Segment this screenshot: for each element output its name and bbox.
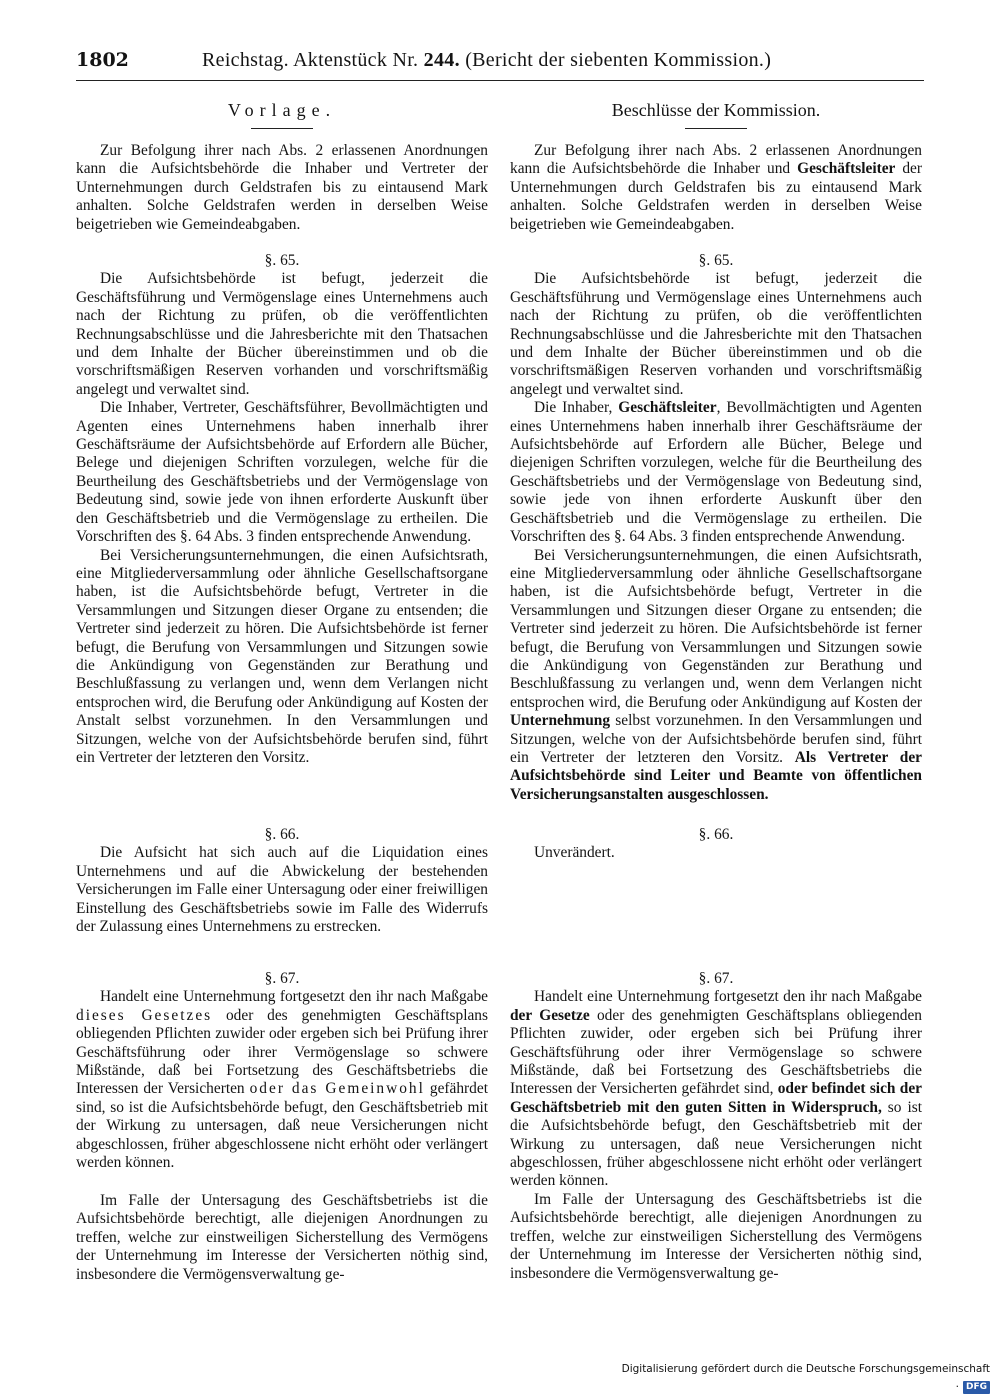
paragraph xyxy=(510,988,922,1190)
text-run: selbst vorzunehmen. In den Versammlungen und Sitzungen, welche von der Aufsichtsbehörde berufen sind, führt ein Vertreter der letzteren den Vorsitz. xyxy=(510,712,922,766)
paragraph xyxy=(510,142,922,234)
bold-text: Unternehmung xyxy=(510,712,611,730)
paragraph: Die Aufsichtsbehörde ist befugt, jederzeit die Geschäftsführung und Vermögenslage eines Unternehmens auch nach der Richtung zu prüfen, ob die veröffentlichten Rechnungsabschlüsse und die Jahresberichte mit den Thatsachen und dem Inhalte der Bücher übereinstimmen und ob die vorschriftsmäßigen Reserven vorhanden und vorschriftsmäßig angelegt und verwaltet sind. xyxy=(76,270,488,398)
paragraph: Unverändert. xyxy=(534,844,615,862)
text-run: der Unternehmungen durch Geldstrafen bis zu eintausend Mark anhalten. Solche Geldstrafen werden in derselben Weise beigetrieben wie Gemeindeabgaben. xyxy=(510,160,923,233)
section-heading: §. 67. xyxy=(698,970,734,987)
paragraph: Die Aufsicht hat sich auch auf die Liquidation eines Unternehmens und auf die Abwickelung der bestehenden Versicherungen im Falle einer Untersagung oder einer freiwilligen Einstellung des Geschäftsbetriebs sowie im Falle des Widerrufs der Zulassung eines Unternehmens zu erstrecken. xyxy=(76,844,488,936)
paragraph: Die Aufsichtsbehörde ist befugt, jederzeit die Geschäftsführung und Vermögenslage eines Unternehmens auch nach der Richtung zu prüfen, ob die veröffentlichten Rechnungsabschlüsse und die Jahresberichte mit den Thatsachen und dem Inhalte der Bücher übereinstimmen und ob die vorschriftsmäßigen Reserven vorhanden und vorschriftsmäßig angelegt und verwaltet sind. xyxy=(510,270,922,398)
section-66 xyxy=(76,826,488,936)
column-title: Vorlage. xyxy=(227,100,337,120)
running-head-number: 244. xyxy=(423,49,460,71)
bold-text: der Gesetze xyxy=(510,1006,590,1024)
text-run: Handelt eine Unternehmung fortgesetzt den ihr nach Maßgabe xyxy=(534,988,922,1006)
text-run: Bei Versicherungsunternehmungen, die einen Aufsichtsrath, eine Mitgliederversammlung oder ähnliche Gesellschaftsorgane haben, ist die Aufsichtsbehörde befugt, Vertreter in die Versammlungen und Sitzungen dieser Organe zu entsenden; die Vertreter sind jederzeit zu hören. Die Aufsichtsbehörde ist ferner befugt, die Berufung von Versammlungen und Sitzungen sowie die Ankündigung von Gegenständen zur Berathung und Beschlußfassung zu verlangen und, wenn dem Verlangen nicht entsprochen wird, die Berufung oder Ankündigung auf Kosten der xyxy=(510,546,922,711)
bold-text: oder befindet sich der Geschäftsbetrieb mit den guten Sitten in Widerspruch, xyxy=(510,1080,922,1116)
header-rule xyxy=(76,80,924,81)
text-run: , Bevollmächtigten und Agenten eines Unternehmens haben innerhalb ihrer Geschäftsräume der Aufsichtsbehörde auf Erfordern alle Bücher, Belege und diejenigen Schriften vorzulegen, welche für die Beurtheilung des Geschäftsbetriebs und der Vermögenslage von Bedeutung sind, sowie jede von ihnen erforderte Auskunft über den Geschäftsbetrieb und die Vermögenslage zu ertheilen. Die Vorschriften des §. 64 Abs. 3 finden entsprechende Anwendung. xyxy=(510,399,922,546)
text-run: Handelt eine Unternehmung fortgesetzt den ihr nach Maßgabe xyxy=(100,988,488,1006)
digitization-footer xyxy=(620,1360,990,1393)
column-vorlage xyxy=(76,98,488,1283)
section-67 xyxy=(510,970,922,1283)
title-rule xyxy=(251,128,313,129)
bold-text: Als Vertreter der Aufsichtsbehörde sind Leiter und Beamte von öffentlichen Versicherungsanstalten ausgeschlossen. xyxy=(510,748,922,803)
paragraph: Die Inhaber, Vertreter, Geschäftsführer, Bevollmächtigten und Agenten eines Unternehmens haben innerhalb ihrer Geschäftsräume der Aufsichtsbehörde auf Erfordern alle Bücher, Belege und diejenigen Schriften vorzulegen, welche für die Beurtheilung des Geschäftsbetriebs und der Vermögenslage von Bedeutung sind, sowie jede von ihnen erforderte Auskunft über den Geschäftsbetrieb und die Vermögenslage zu ertheilen. Die Vorschriften des §. 64 Abs. 3 finden entsprechende Anwendung. xyxy=(76,399,488,546)
section-heading: §. 66. xyxy=(264,826,300,843)
emphasis-text: dieses Gesetzes xyxy=(76,1006,213,1024)
paragraph xyxy=(510,547,922,805)
running-head-suffix: (Bericht der siebenten Kommission.) xyxy=(465,49,772,71)
running-head-prefix: Reichstag. Aktenstück Nr. xyxy=(202,49,419,71)
column-beschluesse xyxy=(510,98,923,1282)
intro-block xyxy=(76,142,488,234)
section-67 xyxy=(76,970,488,1172)
paragraph: Bei Versicherungsunternehmungen, die einen Aufsichtsrath, eine Mitgliederversammlung oder ähnliche Gesellschaftsorgane haben, ist die Aufsichtsbehörde befugt, Vertreter in die Versammlungen und Sitzungen dieser Organe zu entsenden; die Vertreter sind jederzeit zu hören. Die Aufsichtsbehörde ist ferner befugt, die Berufung von Versammlungen und Sitzungen sowie die Ankündigung von Gegenständen zur Berathung und Beschlußfassung zu verlangen und, wenn dem Verlangen nicht entsprochen wird, die Berufung oder Ankündigung auf Kosten der Anstalt selbst vorzunehmen. In den Versammlungen und Sitzungen, welche von der Aufsichtsbehörde berufen sind, führt ein Vertreter der letzteren den Vorsitz. xyxy=(76,546,488,766)
column-title: Beschlüsse der Kommission. xyxy=(611,100,821,120)
dfg-logo: DFG xyxy=(963,1381,990,1394)
bold-text: Geschäftsleiter xyxy=(797,160,896,178)
section-heading: §. 65. xyxy=(264,252,300,269)
section-heading: §. 65. xyxy=(698,252,734,269)
paragraph: Im Falle der Untersagung des Geschäftsbetriebs ist die Aufsichtsbehörde berechtigt, alle diejenigen Anordnungen zu treffen, welche zur einstweiligen Sicherstellung des Vermögens der Unternehmung im Interesse der Versicherten nöthig sind, insbesondere die Vermögensverwaltung ge- xyxy=(510,1190,922,1282)
section-67-continued xyxy=(76,1192,488,1284)
text-run: oder des genehmigten Geschäftsplans obliegenden Pflichten zuwider oder ergeben sich bei Prüfung ihrer Geschäftsführung oder ihrer Vermögenslage so schwere Mißstände, daß bei Fortsetzung des Geschäftsbetriebs die Interessen der Versicherten xyxy=(76,1006,488,1098)
intro-block xyxy=(510,142,922,234)
emphasis-text: oder das Gemeinwohl xyxy=(249,1080,425,1098)
page-number: 1802 xyxy=(76,49,129,71)
text-run: gefährdet sind, so ist die Aufsichtsbehörde befugt, den Geschäftsbetrieb mit der Wirkung zu untersagen, daß neue Versicherungen nicht abgeschlossen, früher abgeschlossene nicht erhöht oder verlängert werden können. xyxy=(76,1080,488,1172)
footer-text: Digitalisierung gefördert durch die Deutsche Forschungsgemeinschaft · xyxy=(621,1363,990,1393)
title-rule xyxy=(685,128,747,129)
paragraph xyxy=(510,399,922,546)
section-65 xyxy=(510,252,922,804)
section-heading: §. 67. xyxy=(264,970,300,987)
section-66 xyxy=(510,826,922,863)
text-run: Die Inhaber, xyxy=(534,399,619,417)
running-head xyxy=(202,46,771,74)
text-run: oder des genehmigten Geschäftsplans obliegenden Pflichten zuwider, oder ergeben sich bei Prüfung ihrer Geschäftsführung oder ihrer Vermögenslage so schwere Mißstände, daß bei Fortsetzung des Geschäftsbetriebs die Interessen der Versicherten gefährdet sind, xyxy=(510,1006,922,1098)
section-65 xyxy=(76,252,488,767)
text-run: Zur Befolgung ihrer nach Abs. 2 erlassenen Anordnungen kann die Aufsichtsbehörde die Inhaber und xyxy=(510,142,922,178)
text-run: so ist die Aufsichtsbehörde befugt, den Geschäftsbetrieb mit der Wirkung zu untersagen, daß neue Versicherungen nicht abgeschlossen, früher abgeschlossene nicht erhöht oder verlängert werden können. xyxy=(510,1098,923,1190)
paragraph: Im Falle der Untersagung des Geschäftsbetriebs ist die Aufsichtsbehörde berechtigt, alle diejenigen Anordnungen zu treffen, welche zur einstweiligen Sicherstellung des Vermögens der Unternehmung im Interesse der Versicherten nöthig sind, insbesondere die Vermögensverwaltung ge- xyxy=(76,1192,488,1283)
bold-text: Geschäftsleiter xyxy=(618,399,717,417)
section-heading: §. 66. xyxy=(698,826,734,843)
page-header xyxy=(76,46,924,74)
paragraph xyxy=(76,988,488,1172)
paragraph: Zur Befolgung ihrer nach Abs. 2 erlassenen Anordnungen kann die Aufsichtsbehörde die Inhaber und Vertreter der Unternehmungen durch Geldstrafen bis zu eintausend Mark anhalten. Solche Geldstrafen werden in derselben Weise beigetrieben wie Gemeindeabgaben. xyxy=(76,142,488,233)
